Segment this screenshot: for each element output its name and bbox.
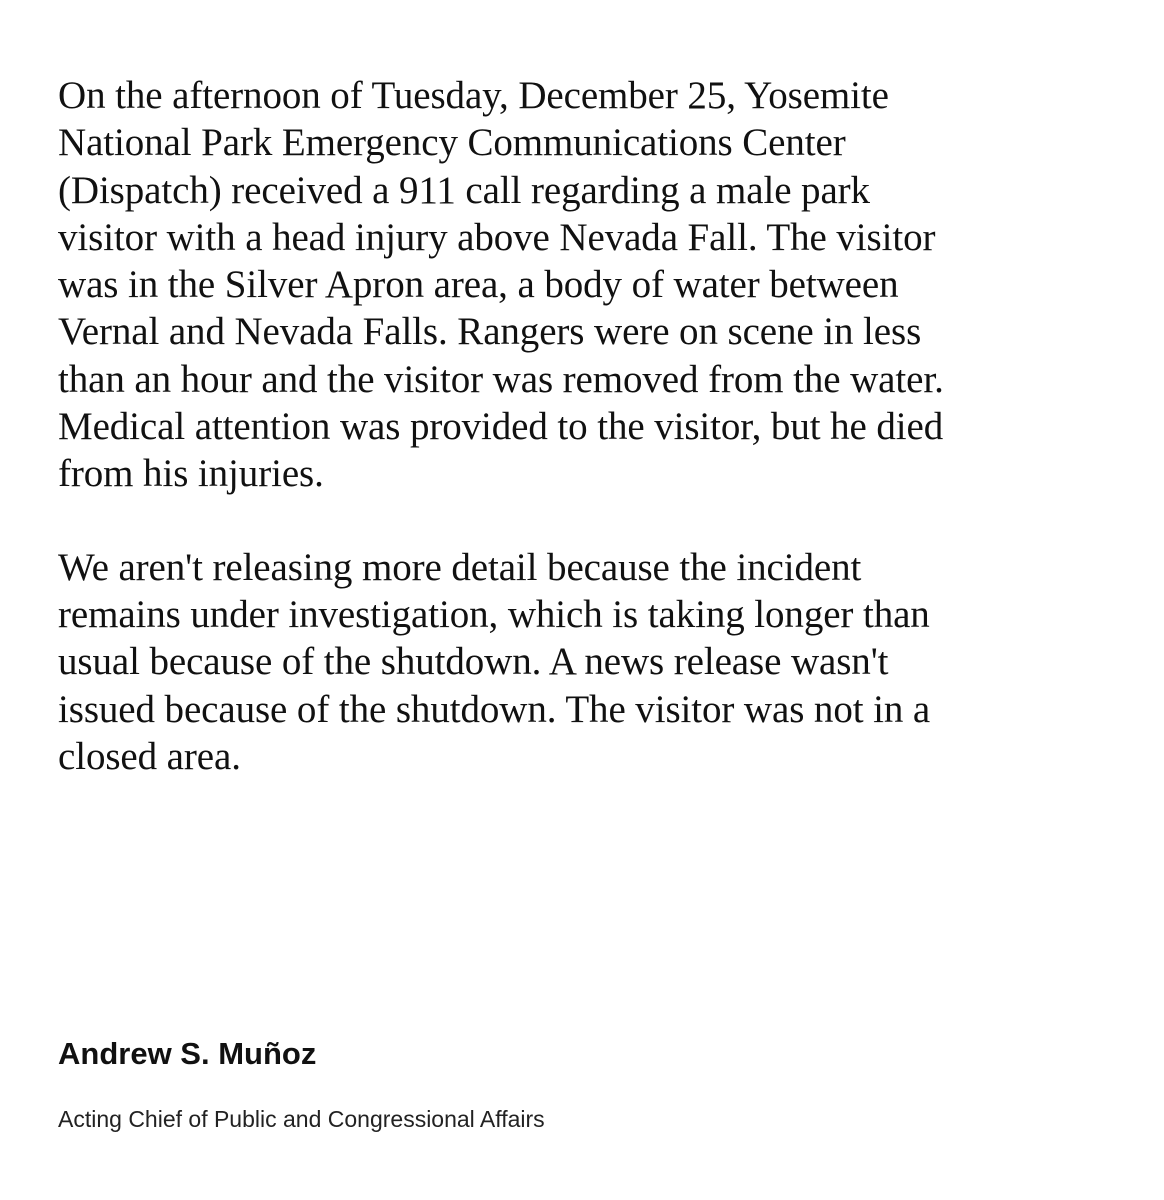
email-body (58, 72, 1138, 780)
paragraph-incident: On the afternoon of Tuesday, December 25, Yosemite National Park Emergency Communications Center (Dispatch) received a 911 call regarding a male park visitor with a head injury above Nevada Fall. The visitor was in the Silver Apron area, a body of water between Vernal and Nevada Falls. Rangers were on scene in less than an hour and the visitor was removed from the water. Medical attention was provided to the visitor, but he died from his injuries. (58, 74, 944, 496)
signature-block (58, 1034, 545, 1134)
signature-title: Acting Chief of Public and Congressional Affairs (58, 1106, 545, 1132)
signature-name: Andrew S. Muñoz (58, 1036, 317, 1071)
cropped-top-line (58, 0, 1118, 6)
paragraph-investigation: We aren't releasing more detail because the incident remains under investigation, which is taking longer than usual because of the shutdown. A news release wasn't issued because of the shutdown. The visitor was not in a closed area. (58, 545, 931, 778)
